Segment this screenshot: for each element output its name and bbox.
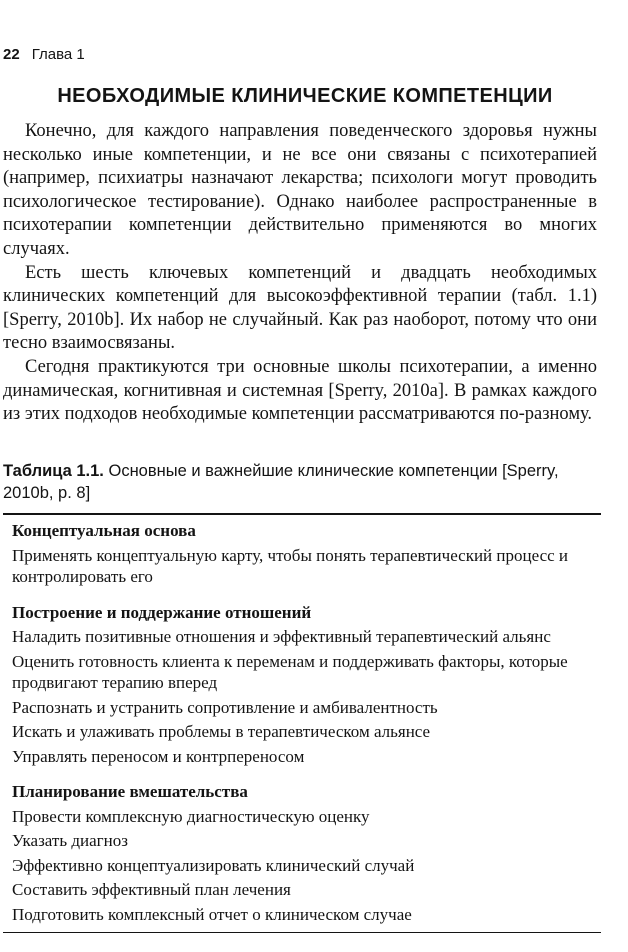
table-caption-label: Таблица 1.1. [3, 462, 104, 480]
table-row: Наладить позитивные отношения и эффективный терапевтический альянс [12, 627, 551, 646]
table-row: Искать и улаживать проблемы в терапевтическом альянсе [12, 722, 431, 741]
paragraph-1: Конечно, для каждого направления поведенческого здоровья нужны несколько иные компетенции, и не все они связаны с психотерапией (например, психиатры назначают лекарства; психологи могут проводить психологическое тестирование). Однако наиболее распространенные в психотерапии компетенции действительно применяются во многих случаях. [3, 121, 597, 259]
table-section-heading: Планирование вмешательства [12, 782, 248, 801]
table-caption-text: Основные и важнейшие клинические компетенции [Sperry, 2010b, p. 8] [3, 462, 559, 502]
table-row: Оценить готовность клиента к переменам и поддерживать факторы, которые продвигают терапию вперед [12, 651, 568, 692]
table-row: Составить эффективный план лечения [12, 880, 291, 899]
table-bottom-rule [3, 932, 601, 933]
table-row: Указать диагноз [12, 831, 128, 850]
table-section-heading: Концептуальная основа [12, 521, 196, 540]
table-row: Применять концептуальную карту, чтобы понять терапевтический процесс и контролировать его [12, 545, 569, 586]
competencies-table [12, 520, 602, 928]
table-row: Управлять переносом и контрпереносом [12, 746, 305, 766]
table-top-rule [3, 513, 601, 515]
table-section-heading: Построение и поддержание отношений [12, 602, 312, 622]
running-header [3, 46, 85, 63]
table-caption [3, 460, 603, 504]
table-row: Распознать и устранить сопротивление и амбивалентность [12, 697, 438, 717]
table-row: Эффективно концептуализировать клинический случай [12, 855, 415, 875]
section-title: НЕОБХОДИМЫЕ КЛИНИЧЕСКИЕ КОМПЕТЕНЦИИ [57, 85, 553, 107]
chapter-label: Глава 1 [31, 46, 85, 63]
page-number: 22 [3, 46, 20, 63]
paragraph-2: Есть шесть ключевых компетенций и двадцать необходимых клинических компетенций для высокоэффективной терапии (табл. 1.1) [Sperry, 2010b]. Их набор не случайный. Как раз наоборот, потому что они тесно взаимосвязаны. [3, 262, 597, 354]
paragraph-3: Сегодня практикуются три основные школы психотерапии, а именно динамическая, когнитивная и системная [Sperry, 2010a]. В рамках каждого из этих подходов необходимые компетенции рассматриваются по-разному. [3, 356, 597, 425]
table-row: Провести комплексную диагностическую оценку [12, 806, 370, 826]
table-row: Подготовить комплексный отчет о клиническом случае [12, 904, 412, 924]
body-text [3, 120, 597, 427]
